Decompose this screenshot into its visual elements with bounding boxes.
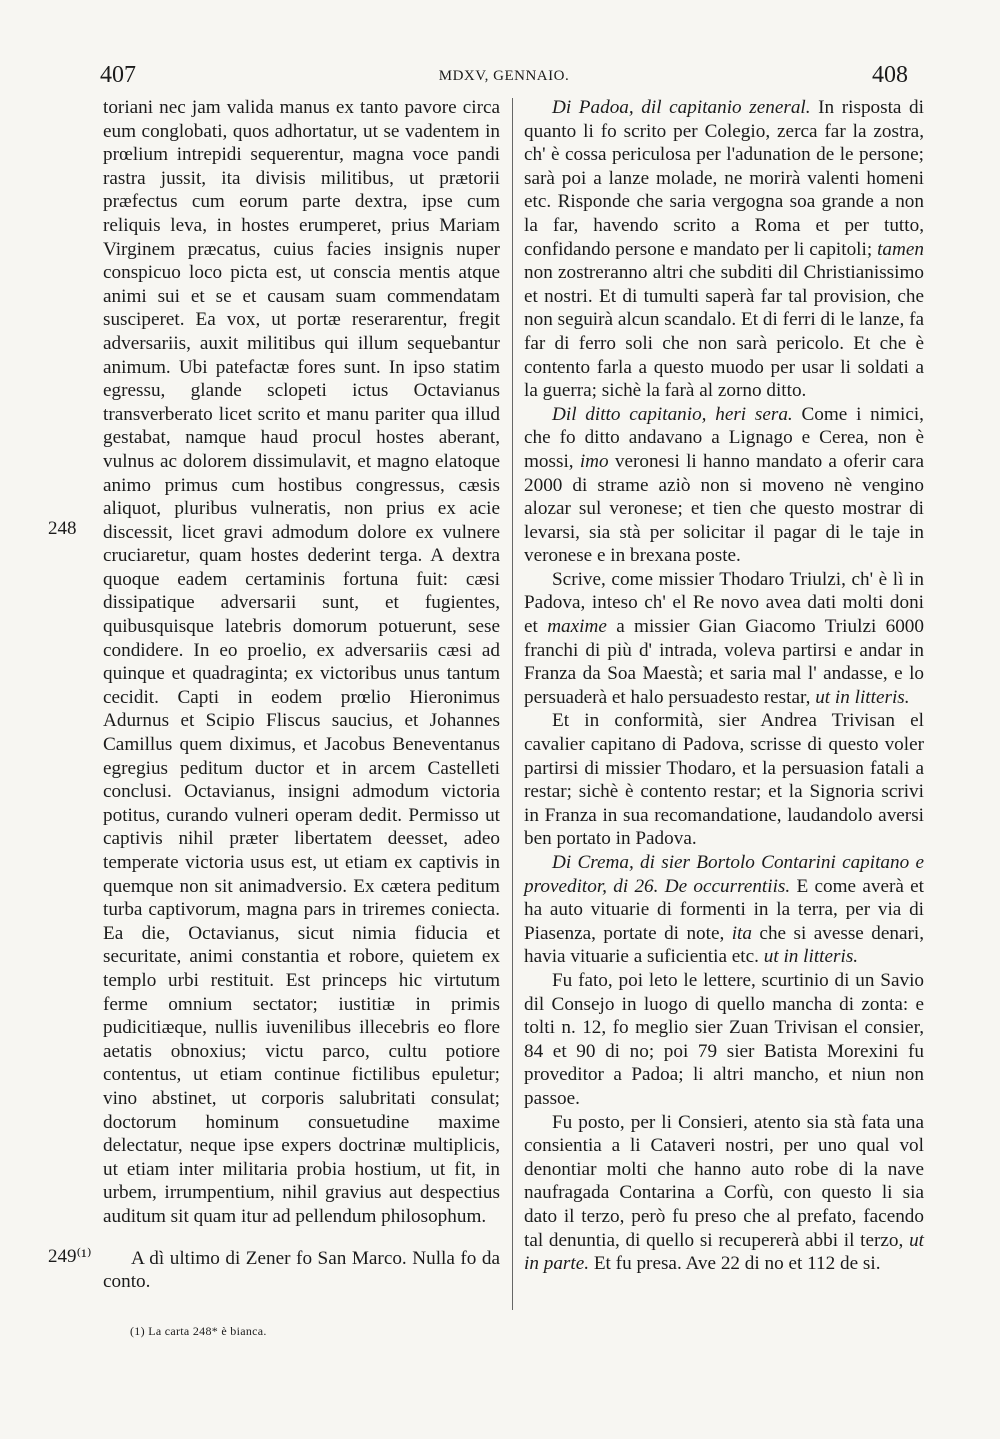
margin-folio-248: 248 (48, 518, 77, 539)
column-divider (512, 98, 513, 1310)
footnote: (1) La carta 248* è bianca. (130, 1324, 267, 1338)
right-page-number: 408 (872, 62, 908, 88)
right-paragraph-7 (524, 1111, 924, 1276)
right-paragraph-6: Fu fato, poi leto le lettere, scurtinio di un Savio dil Consejo in luogo di quello mancha di zonta: e tolti n. 12, fo meglio sier Zuan Trivisan el consier, 84 et 90 di no; poi 79 sier Batista Morexini fu proveditor a Padoa; li altri mancho, et niun non passoe. (524, 969, 924, 1109)
heading-capitanio: Dil ditto capitanio, heri sera. (552, 403, 793, 425)
paragraph-text: Et fu presa. Ave 22 di no et 112 de si. (589, 1253, 881, 1275)
italic-word: ut in parte. (524, 1229, 924, 1275)
heading-crema: Di Crema, di sier Bortolo Contarini capitano e proveditor, di 26. De occurrentiis. (524, 852, 924, 897)
right-paragraph-3 (524, 568, 924, 710)
paragraph-text: Scrive, come missier Thodaro Triulzi, ch' è lì in Padova, inteso ch' el Re novo avea dati molti doni et (524, 568, 924, 638)
margin-folio-249: 249⁽¹⁾ (48, 1246, 92, 1267)
paragraph-text: a missier Gian Giacomo Triulzi 6000 franchi di più d' intrada, voleva partirsi e andar in Franza da Soa Maestà; et saria mal l' andasse, e lo persuaderà et halo persuadesto restar, (524, 616, 924, 708)
left-paragraph-1: toriani nec jam valida manus ex tanto pavore circa eum conglobati, quos adhortatur, ut se vadentem in prœlium intrepidi sequerentur, magna voce pandi rastra jussit, ita divisis militibus, ut prætorii præfectus cum eorum parte dextra, ipse cum reliquis leva, in hostes erumperet, prius Mariam Virginem præcatus, cuius facies insignis nuper conspicuo loco picta est, ut conscia mentis atque animi sui et se et causam suam commendatam susciperet. Ea vox, ut portæ reserarentur, fregit adversariis, auxit militibus qui illum sequebantur animum. Ubi patefactæ fores sunt. In ipso statim egressu, glande sclopeti ictus Octavianus transverberato licet scrito et manu pariter qua illud gestabat, namque haud procul hostes aberant, vulnus ac dolorem dissimulavit, et magno elatoque animo primus cum hostibus congressus, cæsis aliquot, pluribus vulneratis, non prius ex acie discessit, licet gravi admodum dolore ex vulnere cruciaretur, quam hostes dederint terga. A dextra quoque eadem certaminis fortuna fuit: cæsi dissipatique adversarii sunt, et fugientes, quibusquisque latebris domorum potuerunt, sese condidere. In eo proelio, ex adversariis cæsi ad quinque et quadraginta; ex victoribus unus tantum cecidit. Capti in eodem prœlio Hieronimus Adurnus et Scipio Fliscus saucius, et Johannes Camillus quem diximus, et Jacobus Beneventanus egregius peditum ductor et in arcem Castelleti conclusi. Octavianus, insigni admodum victoria potitus, curando vulneri operam dedit. Permisso ut captivis nihil præter libertatem deesset, adeo temperate victoria usus est, ut etiam ex captivis in quemque non sit animadversio. Ex cætera peditum turba captivorum, magna pars in triremes coniecta. Ea die, Octavianus, sicut nimia fiducia et securitate, animi constantia et robore, quietem ex templo urbi restituit. Est princeps hic virtutum ferme omnium sectator; iustitiæ in primis pudicitiæque, nullis iuvenilibus illecebris eo flore aetatis obnoxius; victu parco, cultu potiore contentus, ut etiam continue fictilibus epuletur; vino abstinet, ut corporis salubritati consulat; doctorum hominum consuetudine maxime delectatur, neque ipse expers doctrinæ multiplicis, ut etiam inter militaria probia hostium, ut fit, in urbem, irrumpentium, nihil gravius aut despectius auditum sit quam itur ad pellendum philosophum. (103, 97, 500, 1227)
right-paragraph-2 (524, 403, 924, 568)
running-title: MDXV, GENNAIO. (438, 68, 570, 84)
italic-word: ut in litteris. (763, 946, 859, 968)
paragraph-text: che si avesse denari, havia vituarie a suficientia etc. (524, 922, 924, 968)
paragraph-text: non zostreranno altri che subditi dil Christianissimo et nostri. Et di tumulti saperà far tal provision, che non seguirà alcun scandalo. Et di ferri di le lanze, fa far di ferro soli che non sarà pericolo. Et che è contento farla a questo muodo per usar li soldati a la guerra; sichè la farà al zorno ditto. (524, 262, 924, 402)
heading-padoa: Di Padoa, dil capitanio zeneral. (552, 97, 811, 118)
italic-word: ut in litteris. (815, 686, 910, 708)
left-paragraph-2: A dì ultimo di Zener fo San Marco. Nulla fo da conto. (103, 1247, 500, 1293)
italic-word: imo (579, 450, 609, 472)
italic-word: ita (731, 922, 752, 944)
right-paragraph-1 (524, 96, 924, 403)
right-paragraph-5 (524, 851, 924, 969)
italic-word: maxime (547, 616, 607, 638)
italic-word: tamen (877, 238, 924, 260)
left-column (103, 96, 500, 1294)
paragraph-text: veronesi li hanno mandato a oferir cara 2000 di strame aziò non si moveno nè vengino alozar sul veronese; et tien che questo mostrar di levarsi, sia stà per solicitar il pagar di le taje in veronese e in brexana poste. (524, 450, 924, 567)
right-paragraph-4: Et in conformità, sier Andrea Trivisan el cavalier capitano di Padova, scrisse di questo voler partirsi di missier Thodaro, et la persuasion fatali a restar; sichè è contento restar; et la Signoria scrivi in Franza in sua recomandatione, laudandolo aversi ben portato in Padova. (524, 710, 924, 850)
paragraph-text: Come i nimici, che fo ditto andavano a Lignago e Cerea, non è mossi, (524, 403, 924, 472)
left-page-number: 407 (100, 62, 136, 88)
paragraph-text: In risposta di quanto li fo scrito per Colegio, zerca far la zostra, ch' è cossa periculosa per l'adunation de le persone; sarà poi a lanze molade, ne morirà valenti homeni etc. Risponde che saria vergogna soa grande a non la far, havendo scrito a Roma et per tutto, confidando persone e mandato per li capitoli; (524, 97, 924, 260)
page-header (100, 62, 908, 90)
paragraph-text: E come averà et ha auto vituarie di formenti in la terra, per via di Piasenza, portate di note, (524, 875, 924, 944)
right-column (524, 96, 924, 1276)
paragraph-text: Fu posto, per li Consieri, atento sia stà fata una consientia a li Cataveri nostri, per uno qual vol denontiar molti che hanno auto robe di la nave naufragada Contarina a Corfù, con questo li sia dato il terzo, però fu preso che al prefato, facendo tal denuntia, di quello si recupererà abbi il terzo, (524, 1111, 924, 1251)
